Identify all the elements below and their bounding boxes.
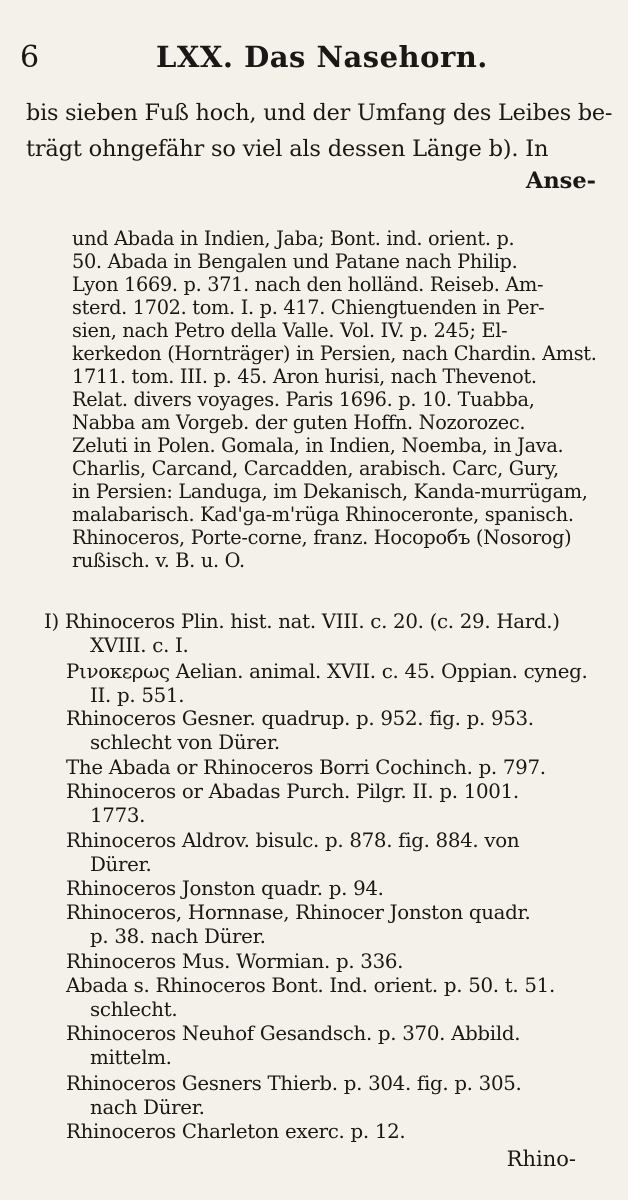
reference-entry: Rhinoceros Neuhof Gesandsch. p. 370. Abbild. <box>66 1022 521 1045</box>
page-title: LXX. Das Nasehorn. <box>156 40 488 74</box>
footnote-line: sterd. 1702. tom. I. p. 417. Chiengtuenden in Per- <box>72 296 545 319</box>
footnote-line: Rhinoceros, Porte-corne, franz. Носоробъ (Nosorog) <box>72 526 572 549</box>
reference-continuation: schlecht. <box>90 998 178 1021</box>
footnote-line: Lyon 1669. p. 371. nach den holländ. Reiseb. Am- <box>72 273 544 296</box>
footnote-line: malabarisch. Kad'ga-m'rüga Rhinoceronte, spanisch. <box>72 503 574 526</box>
reference-continuation: XVIII. c. I. <box>90 634 189 657</box>
reference-entry: Rhinoceros or Abadas Purch. Pilgr. II. p. 1001. <box>66 780 519 803</box>
footnote-line: und Abada in Indien, Jaba; Bont. ind. orient. p. <box>72 227 515 250</box>
footnote-line: rußisch. v. B. u. O. <box>72 549 245 572</box>
reference-continuation: Dürer. <box>90 853 152 876</box>
footnote-line: 1711. tom. III. p. 45. Aron hurisi, nach Thevenot. <box>72 365 537 388</box>
reference-entry: Rhinoceros Mus. Wormian. p. 336. <box>66 950 404 973</box>
reference-entry: Rhinoceros Charleton exerc. p. 12. <box>66 1120 406 1143</box>
footnote-line: kerkedon (Hornträger) in Persien, nach Chardin. Amst. <box>72 342 597 365</box>
reference-continuation: II. p. 551. <box>90 684 185 707</box>
reference-entry: The Abada or Rhinoceros Borri Cochinch. p. 797. <box>66 756 546 779</box>
reference-entry: I) Rhinoceros Plin. hist. nat. VIII. c. 20. (c. 29. Hard.) <box>44 610 560 633</box>
catchword: Anse- <box>525 168 596 194</box>
reference-entry: Ρινοκερως Aelian. animal. XVII. c. 45. Oppian. cyneg. <box>66 660 588 683</box>
body-text-line: bis sieben Fuß hoch, und der Umfang des Leibes be- <box>26 100 613 126</box>
reference-continuation: nach Dürer. <box>90 1096 205 1119</box>
reference-entry: Abada s. Rhinoceros Bont. Ind. orient. p. 50. t. 51. <box>66 974 555 997</box>
reference-entry: Rhinoceros Gesners Thierb. p. 304. fig. p. 305. <box>66 1072 522 1095</box>
footnote-line: 50. Abada in Bengalen und Patane nach Philip. <box>72 250 518 273</box>
footnote-line: sien, nach Petro della Valle. Vol. IV. p. 245; El- <box>72 319 508 342</box>
footnote-line: Charlis, Carcand, Carcadden, arabisch. Carc, Gury, <box>72 457 559 480</box>
reference-continuation: schlecht von Dürer. <box>90 731 280 754</box>
page-number: 6 <box>20 40 40 75</box>
reference-continuation: 1773. <box>90 804 146 827</box>
reference-continuation: p. 38. nach Dürer. <box>90 925 266 948</box>
catchword: Rhino- <box>506 1147 576 1171</box>
reference-entry: Rhinoceros Jonston quadr. p. 94. <box>66 877 384 900</box>
reference-entry: Rhinoceros Aldrov. bisulc. p. 878. fig. 884. von <box>66 829 520 852</box>
footnote-line: Relat. divers voyages. Paris 1696. p. 10. Tuabba, <box>72 388 535 411</box>
page-header <box>0 40 628 80</box>
reference-entry: Rhinoceros, Hornnase, Rhinocer Jonston quadr. <box>66 901 531 924</box>
reference-continuation: mittelm. <box>90 1046 172 1069</box>
footnote-line: Nabba am Vorgeb. der guten Hoffn. Nozorozec. <box>72 411 526 434</box>
footnote-line: in Persien: Landuga, im Dekanisch, Kanda-murrügam, <box>72 480 588 503</box>
footnote-line: Zeluti in Polen. Gomala, in Indien, Noemba, in Java. <box>72 434 564 457</box>
body-text-line: trägt ohngefähr so viel als dessen Länge b). In <box>26 136 549 162</box>
reference-entry: Rhinoceros Gesner. quadrup. p. 952. fig. p. 953. <box>66 707 534 730</box>
